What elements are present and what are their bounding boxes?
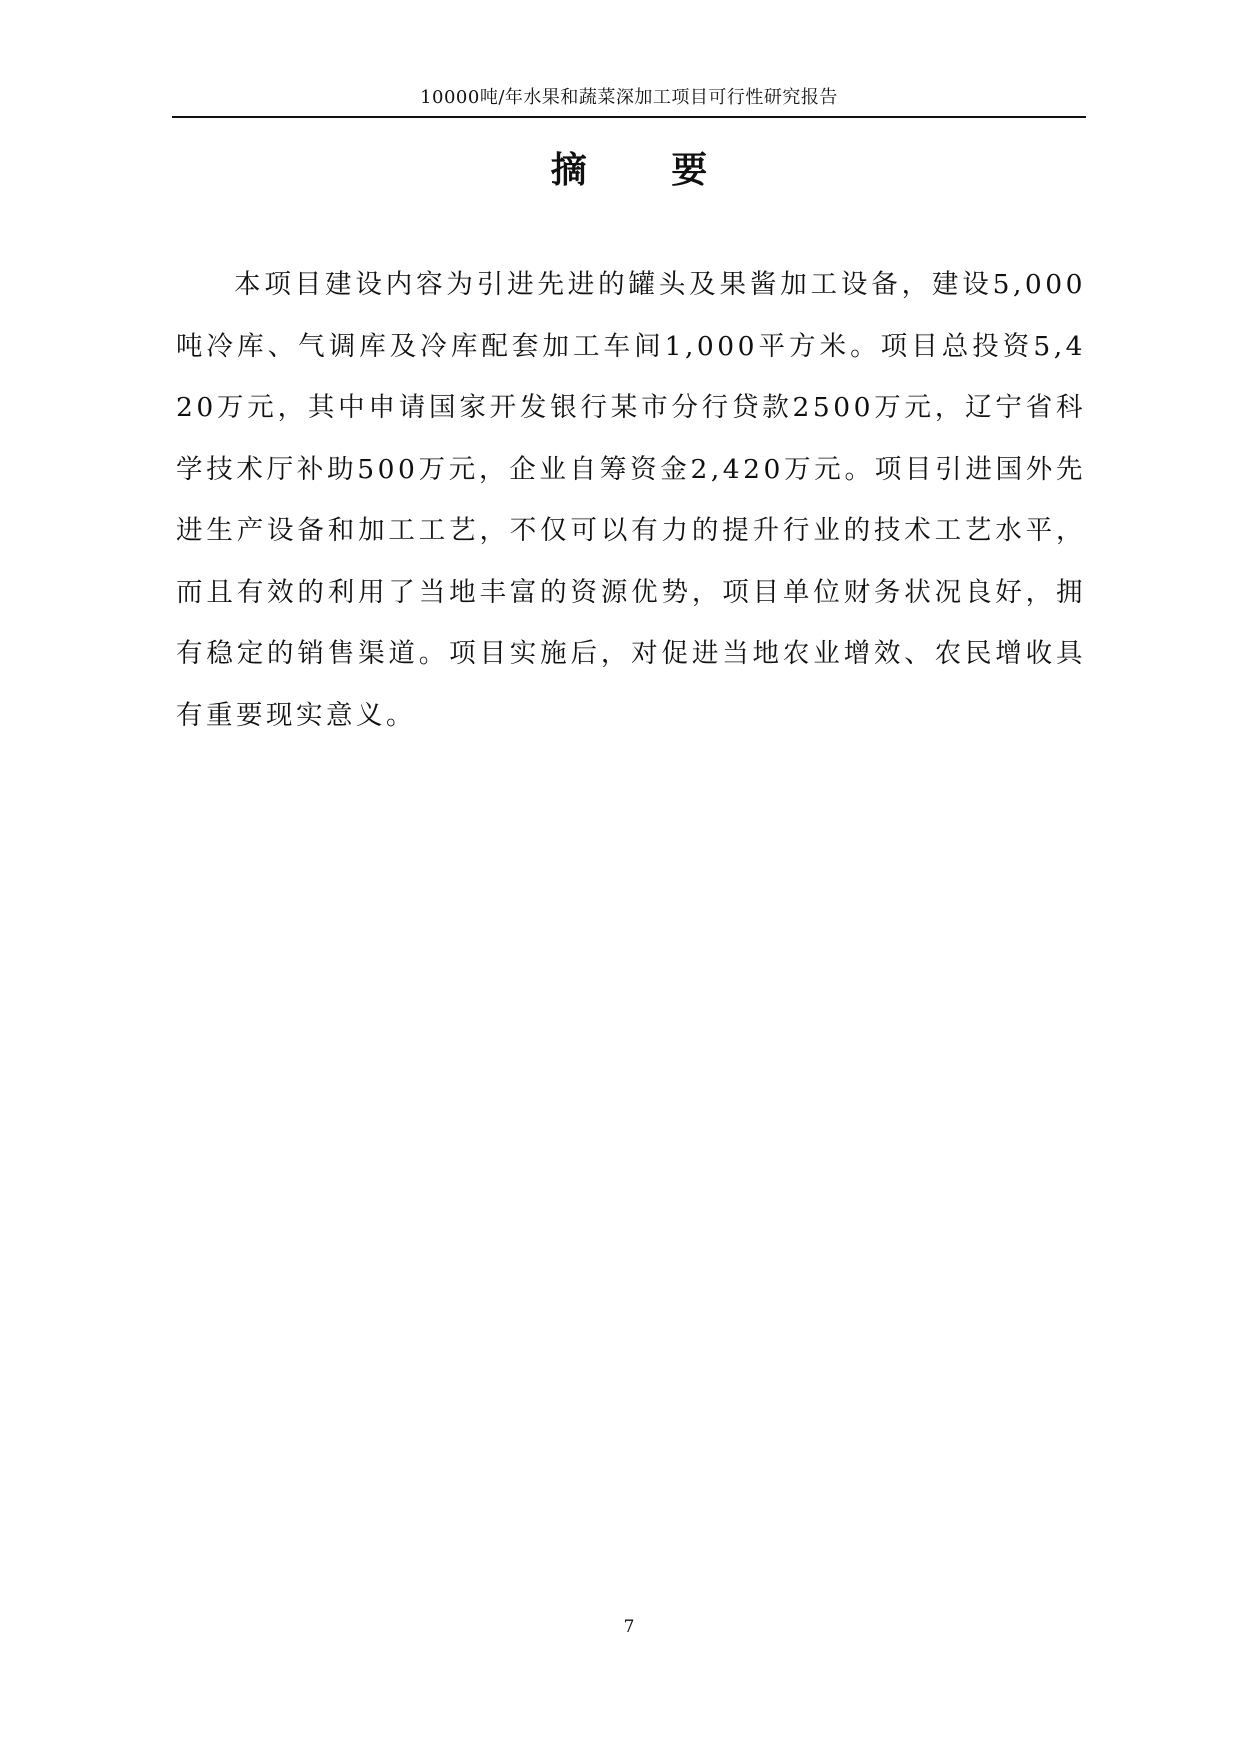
header-divider bbox=[172, 116, 1086, 118]
abstract-paragraph: 本项目建设内容为引进先进的罐头及果酱加工设备，建设5,000吨冷库、气调库及冷库配套加工车间1,000平方米。项目总投资5,420万元，其中申请国家开发银行某市分行贷款2500万元，辽宁省科学技术厅补助500万元，企业自筹资金2,420万元。项目引进国外先进生产设备和加工工艺，不仅可以有力的提升行业的技术工艺水平，而且有效的利用了当地丰富的资源优势，项目单位财务状况良好，拥有稳定的销售渠道。项目实施后，对促进当地农业增效、农民增收具有重要现实意义。 bbox=[176, 269, 1086, 731]
running-header: 10000吨/年水果和蔬菜深加工项目可行性研究报告 bbox=[420, 87, 838, 108]
page-number: 7 bbox=[623, 1617, 635, 1637]
page-title: 摘 要 bbox=[550, 150, 744, 191]
